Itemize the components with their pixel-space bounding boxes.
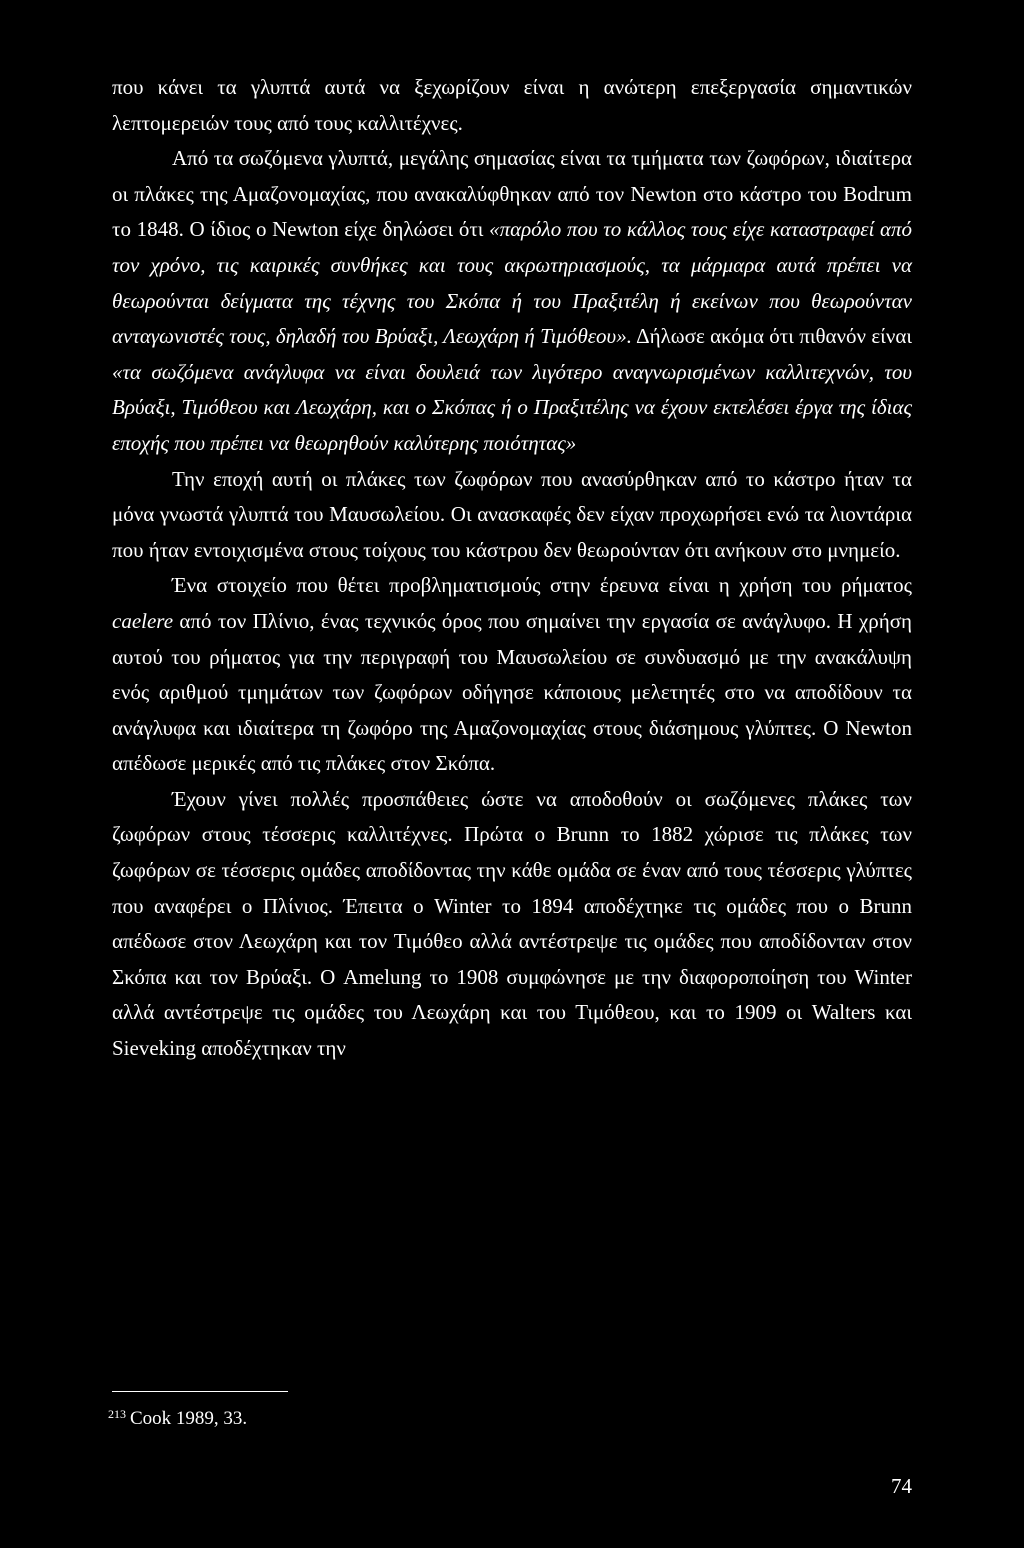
footnote-number: 213 bbox=[108, 1407, 126, 1421]
footnote-divider bbox=[112, 1391, 288, 1392]
footnote bbox=[108, 1402, 247, 1431]
paragraph-4-text-b: από τον Πλίνιο, ένας τεχνικός όρος που σημαίνει την εργασία σε ανάγλυφο. Η χρήση αυτού του ρήματος για την περιγραφή του Μαυσωλείου σε συνδυασμό με την ανακάλυψη ενός αριθμού τμημάτων των ζωφόρων οδήγησε κάποιους μελετητές στο να αποδίδουν τα ανάγλυφα και ιδιαίτερα τη ζωφόρο της Αμαζονομαχίας στους διάσημους γλύπτες. Ο Newton απέδωσε μερικές από τις πλάκες στον Σκόπα. bbox=[112, 608, 912, 776]
footnote-text: Cook 1989, 33. bbox=[130, 1408, 248, 1429]
paragraph-2 bbox=[112, 141, 912, 461]
paragraph-3-text: Την εποχή αυτή οι πλάκες των ζωφόρων που ανασύρθηκαν από το κάστρο ήταν τα μόνα γνωστά γλυπτά του Μαυσωλείου. Οι ανασκαφές δεν είχαν προχωρήσει ενώ τα λιοντάρια που ήταν εντοιχισμένα στους τοίχους του κάστρου δεν θεωρούνταν ότι ανήκουν στο μνημείο. bbox=[112, 466, 912, 562]
paragraph-5-text: Έχουν γίνει πολλές προσπάθειες ώστε να αποδοθούν οι σωζόμενες πλάκες των ζωφόρων στους τέσσερις καλλιτέχνες. Πρώτα ο Brunn το 1882 χώρισε τις πλάκες των ζωφόρων σε τέσσερις ομάδες αποδίδοντας την κάθε ομάδα σε έναν από τους τέσσερις γλύπτες που αναφέρει ο Πλίνιος. Έπειτα ο Winter το 1894 αποδέχτηκε τις ομάδες που ο Brunn απέδωσε στον Λεωχάρη και τον Τιμόθεο αλλά αντέστρεψε τις ομάδες που αποδίδονταν στον Σκόπα και τον Βρύαξι. Ο Amelung το 1908 συμφώνησε με την διαφοροποίηση του Winter αλλά αντέστρεψε τις ομάδες του Λεωχάρη και του Τιμόθεου, και το 1909 οι Walters και Sieveking αποδέχτηκαν την bbox=[112, 786, 912, 1061]
page-number: 74 bbox=[891, 1474, 912, 1498]
newton-quote-1: «παρόλο που το κάλλος τους είχε καταστραφεί από τον χρόνο, τις καιρικές συνθήκες και τους ακρωτηριασμούς, τα μάρμαρα αυτά πρέπει να θεωρούνται δείγματα της τέχνης του Σκόπα ή του Πραξιτέλη ή εκείνων που θεωρούνταν ανταγωνιστές τους, δηλαδή του Βρύαξι, Λεωχάρη ή Τιμόθεου». bbox=[112, 217, 912, 349]
paragraph-5 bbox=[112, 782, 912, 1067]
paragraph-3 bbox=[112, 462, 912, 569]
latin-term: caelere bbox=[112, 608, 174, 633]
paragraph-2-text-a: Από τα σωζόμενα γλυπτά, μεγάλης σημασίας είναι τα τμήματα των ζωφόρων, ιδιαίτερα οι πλάκες της Αμαζονομαχίας, που ανακαλύφθηκαν από τον Newton στο κάστρο του Bodrum το 1848. Ο ίδιος ο Newton είχε δηλώσει ότι bbox=[112, 146, 912, 242]
paragraph-1-text: που κάνει τα γλυπτά αυτά να ξεχωρίζουν είναι η ανώτερη επεξεργασία σημαντικών λεπτομερειών τους από τους καλλιτέχνες. bbox=[112, 75, 912, 135]
newton-quote-2: «τα σωζόμενα ανάγλυφα να είναι δουλειά των λιγότερο αναγνωρισμένων καλλιτεχνών, του Βρύαξι, Τιμόθεου και Λεωχάρη, και ο Σκόπας ή ο Πραξιτέλης να έχουν εκτελέσει έργα της ίδιας εποχής που πρέπει να θεωρηθούν καλύτερης ποιότητας» bbox=[112, 359, 912, 455]
paragraph-1 bbox=[112, 70, 912, 141]
paragraph-4-text-a: Ένα στοιχείο που θέτει προβληματισμούς στην έρευνα είναι η χρήση του ρήματος bbox=[172, 573, 912, 598]
paragraph-4 bbox=[112, 568, 912, 782]
paragraph-2-text-b: Δήλωσε ακόμα ότι πιθανόν είναι bbox=[631, 324, 912, 349]
document-body bbox=[112, 70, 912, 1067]
